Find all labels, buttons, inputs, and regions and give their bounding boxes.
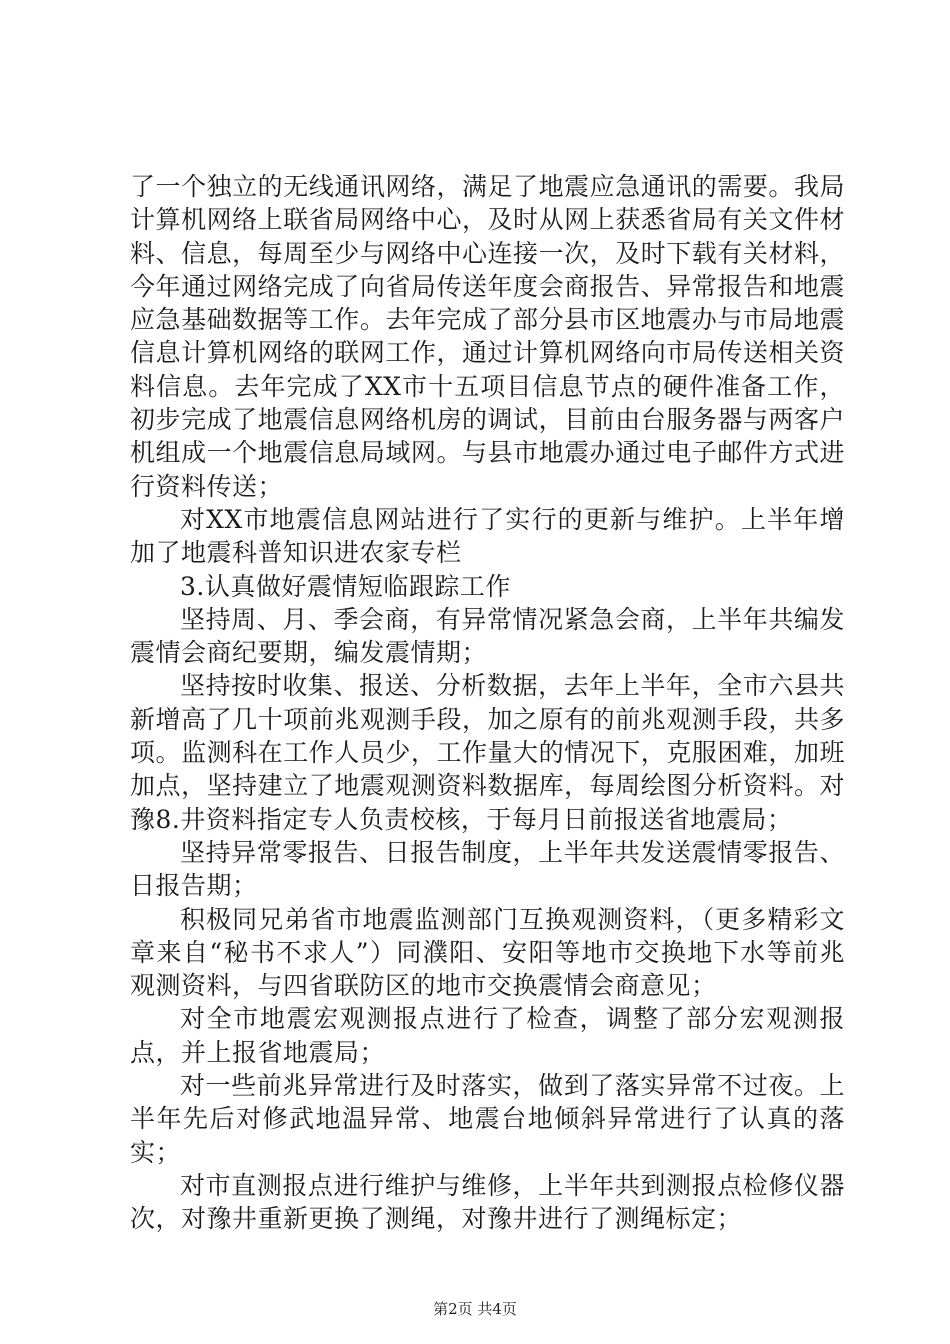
document-body — [130, 170, 845, 1236]
paragraph-2: 对XX市地震信息网站进行了实行的更新与维护。上半年增加了地震科普知识进农家专栏 — [130, 504, 845, 568]
section-heading: 3.认真做好震情短临跟踪工作 — [180, 571, 511, 601]
paragraph-6: 积极同兄弟省市地震监测部门互换观测资料，（更多精彩文章来自“秘书不求人”）同濮阳、安阳等地市交换地下水等前兆观测资料，与四省联防区的地市交换震情会商意见； — [130, 904, 845, 1001]
page-number-footer: 第2页 共4页 — [433, 1300, 517, 1318]
paragraph-8: 对一些前兆异常进行及时落实，做到了落实异常不过夜。上半年先后对修武地温异常、地震台地倾斜异常进行了认真的落实； — [130, 1071, 845, 1167]
paragraph-4: 坚持按时收集、报送、分析数据，去年上半年，全市六县共新增高了几十项前兆观测手段，加之原有的前兆观测手段，共多项。监测科在工作人员少，工作量大的情况下，克服困难，加班加点，坚持建立了地震观测资料数据库，每周绘图分析资料。对豫8.井资料指定专人负责校核，于每月日前报送省地震局； — [130, 671, 845, 834]
paragraph-1: 了一个独立的无线通讯网络，满足了地震应急通讯的需要。我局计算机网络上联省局网络中心，及时从网上获悉省局有关文件材料、信息，每周至少与网络中心连接一次，及时下载有关材料，今年通过网络完成了向省局传送年度会商报告、异常报告和地震应急基础数据等工作。去年完成了部分县市区地震办与市局地震信息计算机网络的联网工作，通过计算机网络向市局传送相关资料信息。去年完成了XX市十五项目信息节点的硬件准备工作，初步完成了地震信息网络机房的调试，目前由台服务器与两客户机组成一个地震信息局域网。与县市地震办通过电子邮件方式进行资料传送； — [130, 172, 845, 501]
paragraph-9: 对市直测报点进行维护与维修，上半年共到测报点检修仪器次，对豫井重新更换了测绳，对豫井进行了测绳标定； — [130, 1170, 845, 1234]
paragraph-3: 坚持周、月、季会商，有异常情况紧急会商，上半年共编发震情会商纪要期，编发震情期； — [130, 604, 845, 668]
paragraph-7: 对全市地震宏观测报点进行了检查，调整了部分宏观测报点，并上报省地震局； — [130, 1004, 845, 1067]
paragraph-5: 坚持异常零报告、日报告制度，上半年共发送震情零报告、日报告期； — [130, 837, 845, 901]
